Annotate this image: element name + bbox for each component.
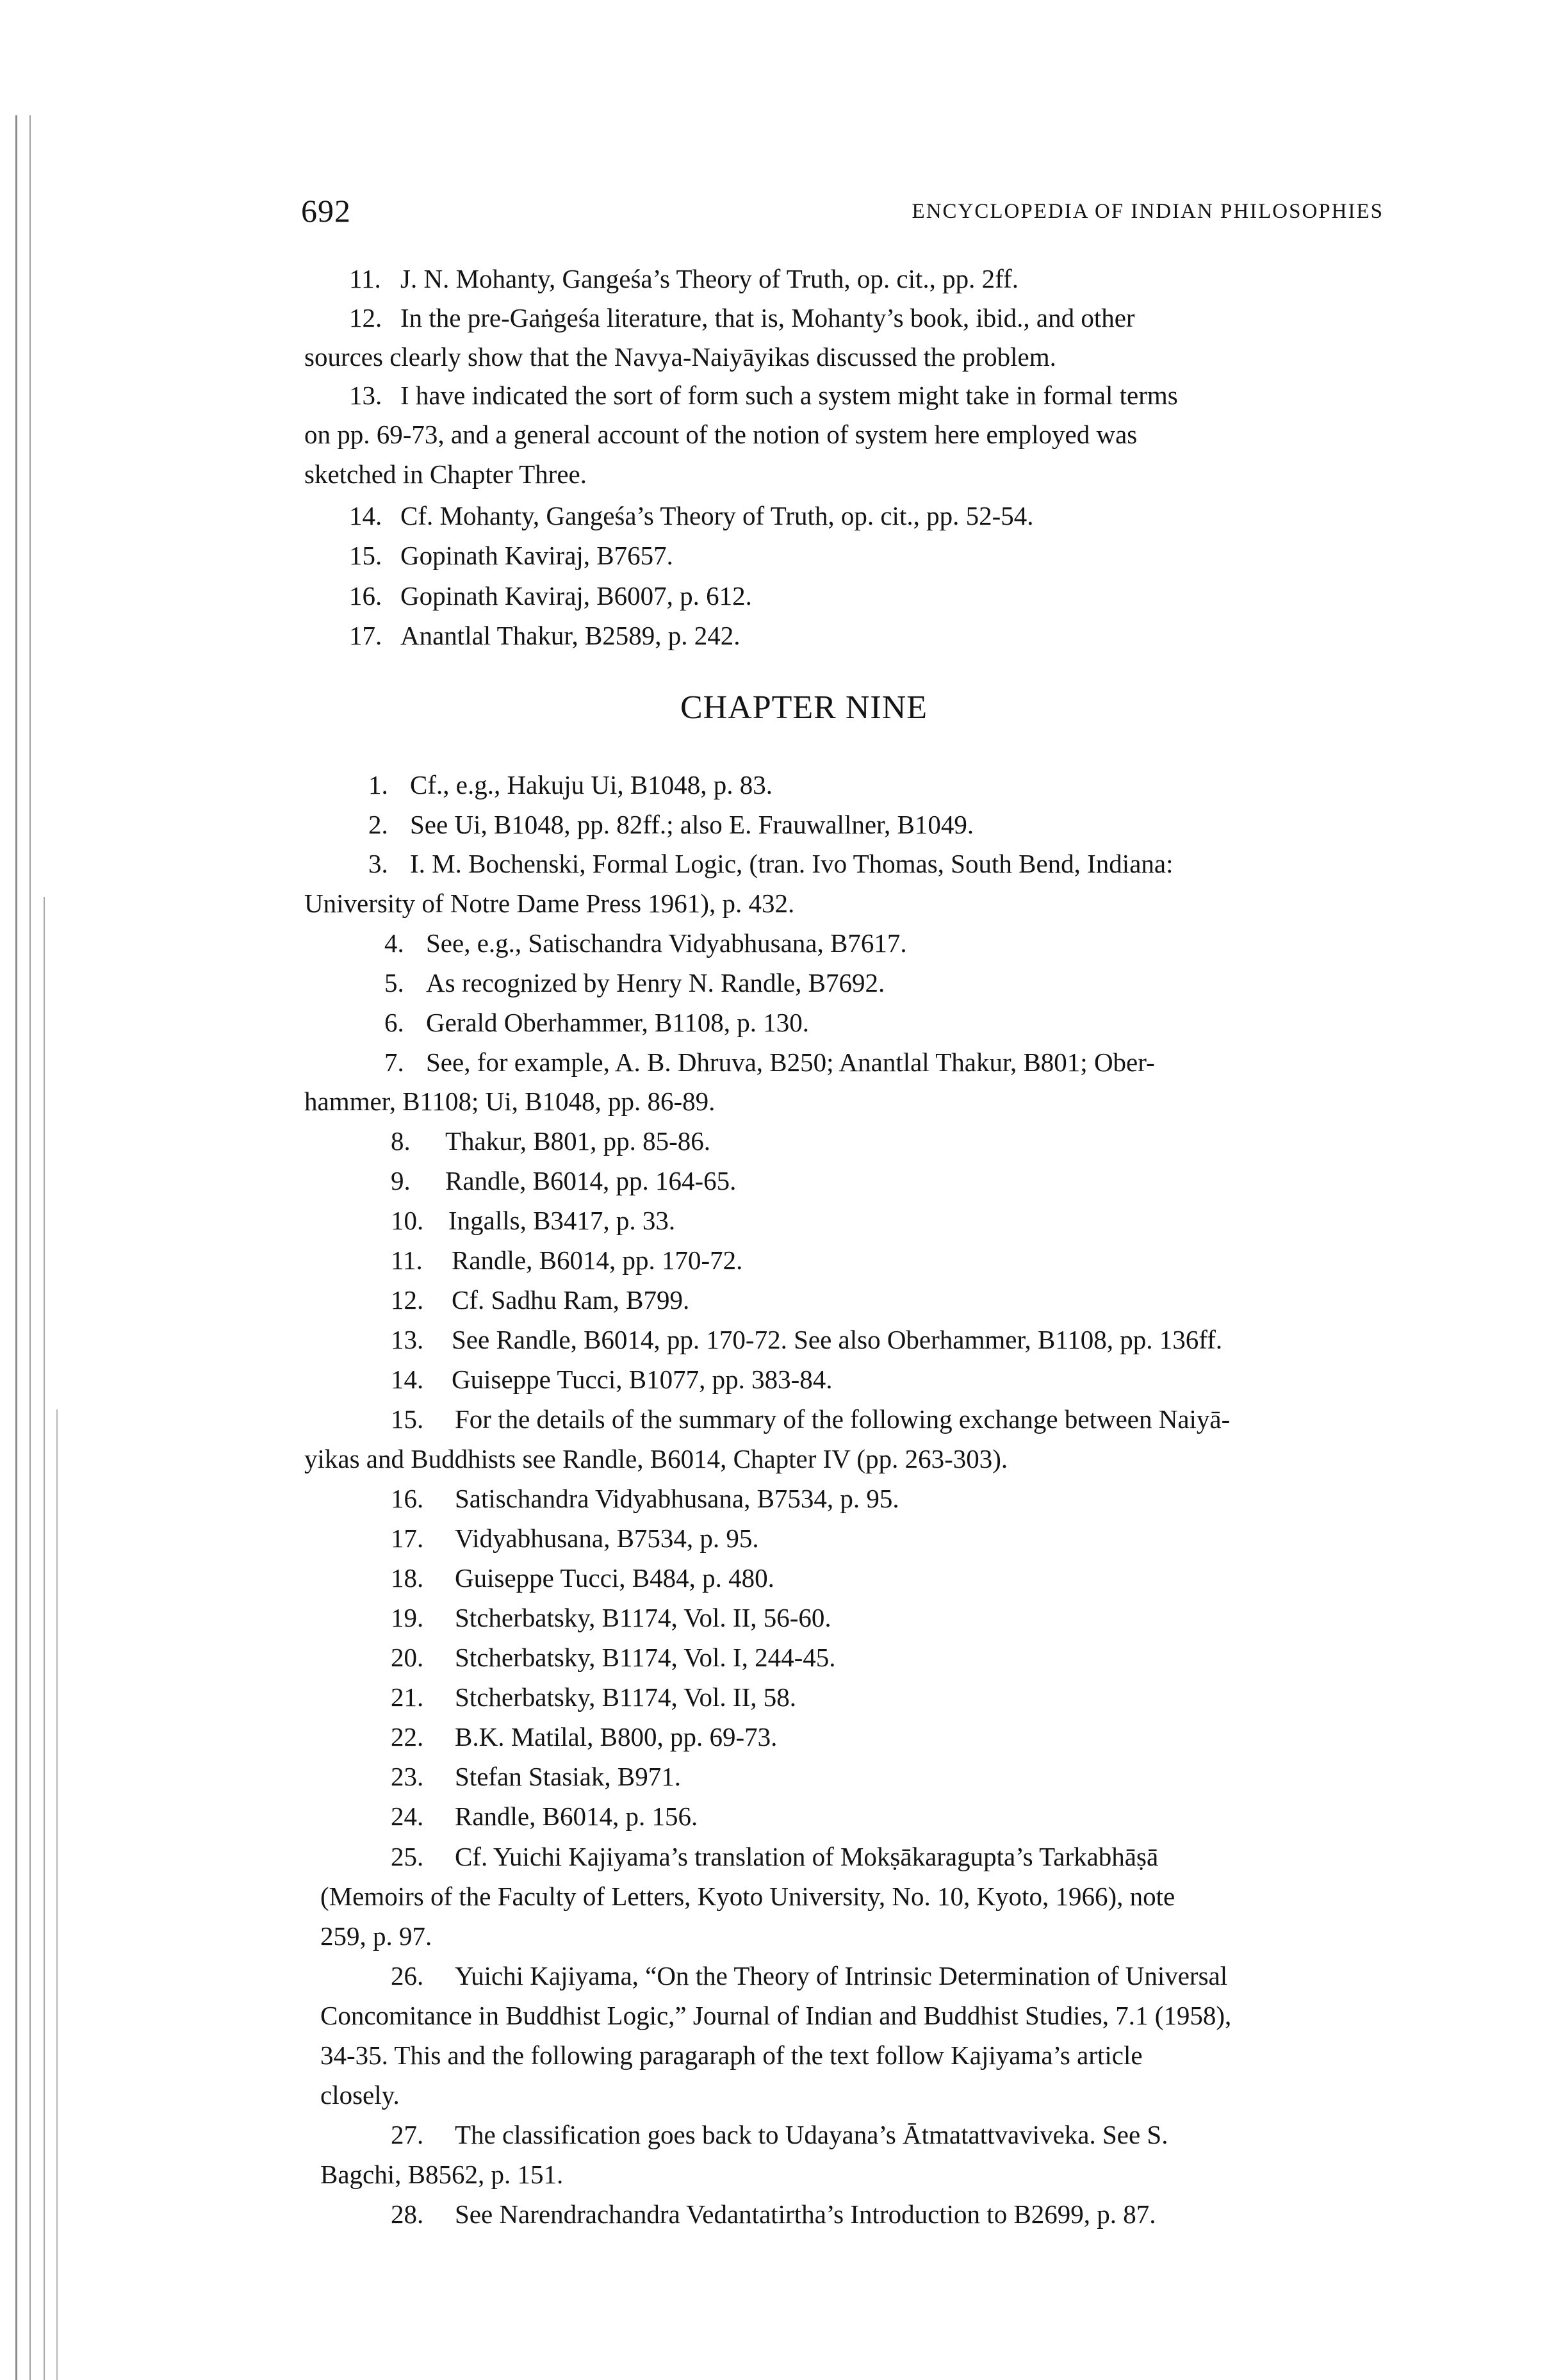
note-number: 24. — [391, 1801, 424, 1831]
note-text: In the pre-Gaṅgeśa literature, that is, Mohanty’s book, ibid., and other — [400, 303, 1135, 332]
note-number: 5. — [384, 968, 404, 997]
note-text: As recognized by Henry N. Randle, B7692. — [426, 968, 885, 997]
note-number: 9. — [391, 1166, 411, 1195]
note-number: 7. — [384, 1047, 404, 1077]
scan-edge — [15, 115, 17, 2380]
note-text: 259, p. 97. — [320, 1921, 432, 1951]
note-number: 16. — [349, 581, 382, 611]
note-text: Stcherbatsky, B1174, Vol. II, 56-60. — [455, 1603, 831, 1632]
note-text: Randle, B6014, p. 156. — [455, 1801, 698, 1831]
note-number: 10. — [391, 1206, 424, 1235]
note-number: 14. — [349, 501, 382, 530]
note-number: 4. — [384, 928, 404, 958]
note-number: 13. — [391, 1325, 424, 1354]
note-text: sketched in Chapter Three. — [304, 459, 587, 489]
note-text: Anantlal Thakur, B2589, p. 242. — [400, 621, 741, 650]
running-title: ENCYCLOPEDIA OF INDIAN PHILOSOPHIES — [912, 200, 1384, 223]
note-number: 17. — [349, 621, 382, 650]
note-text: Ingalls, B3417, p. 33. — [448, 1206, 676, 1235]
note-text: Vidyabhusana, B7534, p. 95. — [455, 1523, 759, 1553]
note-text: Concomitance in Buddhist Logic,” Journal of Indian and Buddhist Studies, 7.1 (1958), — [320, 2001, 1232, 2030]
note-text: (Memoirs of the Faculty of Letters, Kyoto University, No. 10, Kyoto, 1966), note — [320, 1882, 1175, 1911]
note-text: Gopinath Kaviraj, B6007, p. 612. — [400, 581, 752, 611]
note-text: University of Notre Dame Press 1961), p. 432. — [304, 889, 795, 918]
note-text: See Randle, B6014, pp. 170-72. See also Oberhammer, B1108, pp. 136ff. — [452, 1325, 1223, 1354]
note-number: 28. — [391, 2199, 424, 2229]
note-text: Cf., e.g., Hakuju Ui, B1048, p. 83. — [410, 770, 773, 800]
chapter-heading: CHAPTER NINE — [680, 689, 928, 726]
note-number: 27. — [391, 2120, 424, 2149]
note-text: Stcherbatsky, B1174, Vol. I, 244-45. — [455, 1643, 836, 1672]
note-number: 11. — [349, 264, 381, 293]
note-text: sources clearly show that the Navya-Naiyāyikas discussed the problem. — [304, 342, 1056, 372]
page-number: 692 — [301, 193, 351, 229]
note-text: I. M. Bochenski, Formal Logic, (tran. Ivo Thomas, South Bend, Indiana: — [410, 849, 1174, 878]
note-number: 6. — [384, 1008, 404, 1037]
note-text: Randle, B6014, pp. 170-72. — [452, 1245, 743, 1275]
note-number: 14. — [391, 1365, 424, 1394]
note-text: Stefan Stasiak, B971. — [455, 1762, 682, 1791]
note-number: 1. — [368, 770, 388, 800]
note-line — [349, 263, 381, 295]
note-number: 20. — [391, 1643, 424, 1672]
note-number: 25. — [391, 1842, 424, 1871]
note-number: 17. — [391, 1523, 424, 1553]
note-text: closely. — [320, 2080, 400, 2110]
note-number: 18. — [391, 1563, 424, 1593]
note-text: Cf. Yuichi Kajiyama’s translation of Mokṣākaragupta’s Tarkabhāṣā — [455, 1842, 1159, 1871]
note-text: Guiseppe Tucci, B1077, pp. 383-84. — [452, 1365, 833, 1394]
note-text: Yuichi Kajiyama, “On the Theory of Intrinsic Determination of Universal — [455, 1961, 1228, 1990]
note-text: B.K. Matilal, B800, pp. 69-73. — [455, 1722, 778, 1752]
note-text: Cf. Sadhu Ram, B799. — [452, 1285, 690, 1315]
note-number: 15. — [391, 1404, 424, 1434]
note-text: yikas and Buddhists see Randle, B6014, Chapter IV (pp. 263-303). — [304, 1444, 1008, 1473]
note-number: 16. — [391, 1484, 424, 1513]
note-text: Cf. Mohanty, Gangeśa’s Theory of Truth, op. cit., pp. 52-54. — [400, 501, 1034, 530]
note-text: For the details of the summary of the following exchange between Naiyā- — [455, 1404, 1231, 1434]
note-text: on pp. 69-73, and a general account of the notion of system here employed was — [304, 420, 1138, 449]
note-text: Bagchi, B8562, p. 151. — [320, 2160, 564, 2189]
note-text: Guiseppe Tucci, B484, p. 480. — [455, 1563, 774, 1593]
note-number: 12. — [349, 303, 382, 332]
note-number: 13. — [349, 381, 382, 410]
note-number: 23. — [391, 1762, 424, 1791]
running-head — [301, 192, 1384, 231]
note-text: Satischandra Vidyabhusana, B7534, p. 95. — [455, 1484, 899, 1513]
note-text: Randle, B6014, pp. 164-65. — [445, 1166, 737, 1195]
note-text: Gopinath Kaviraj, B7657. — [400, 541, 673, 570]
note-text: See Ui, B1048, pp. 82ff.; also E. Frauwallner, B1049. — [410, 810, 974, 839]
note-text: The classification goes back to Udayana’s Ātmatattvaviveka. See S. — [455, 2120, 1168, 2149]
note-text: I have indicated the sort of form such a system might take in formal terms — [400, 381, 1178, 410]
scan-edge — [44, 897, 45, 2380]
note-text: See, e.g., Satischandra Vidyabhusana, B7617. — [426, 928, 907, 958]
note-number: 26. — [391, 1961, 424, 1990]
note-number: 19. — [391, 1603, 424, 1632]
note-number: 8. — [391, 1126, 411, 1156]
note-number: 12. — [391, 1285, 424, 1315]
note-text: Thakur, B801, pp. 85-86. — [445, 1126, 711, 1156]
note-number: 22. — [391, 1722, 424, 1752]
scan-edge — [56, 1409, 58, 2380]
note-text: See, for example, A. B. Dhruva, B250; Anantlal Thakur, B801; Ober- — [426, 1047, 1155, 1077]
note-text: See Narendrachandra Vedantatirtha’s Introduction to B2699, p. 87. — [455, 2199, 1156, 2229]
note-text: Gerald Oberhammer, B1108, p. 130. — [426, 1008, 810, 1037]
note-text: J. N. Mohanty, Gangeśa’s Theory of Truth, op. cit., pp. 2ff. — [400, 264, 1019, 293]
scan-edge — [29, 115, 31, 2380]
note-number: 11. — [391, 1245, 423, 1275]
note-number: 15. — [349, 541, 382, 570]
note-text: 34-35. This and the following paragaraph of the text follow Kajiyama’s article — [320, 2040, 1143, 2070]
note-text: Stcherbatsky, B1174, Vol. II, 58. — [455, 1682, 796, 1712]
note-number: 3. — [368, 849, 388, 878]
note-number: 21. — [391, 1682, 424, 1712]
note-text: hammer, B1108; Ui, B1048, pp. 86-89. — [304, 1087, 716, 1116]
note-number: 2. — [368, 810, 388, 839]
